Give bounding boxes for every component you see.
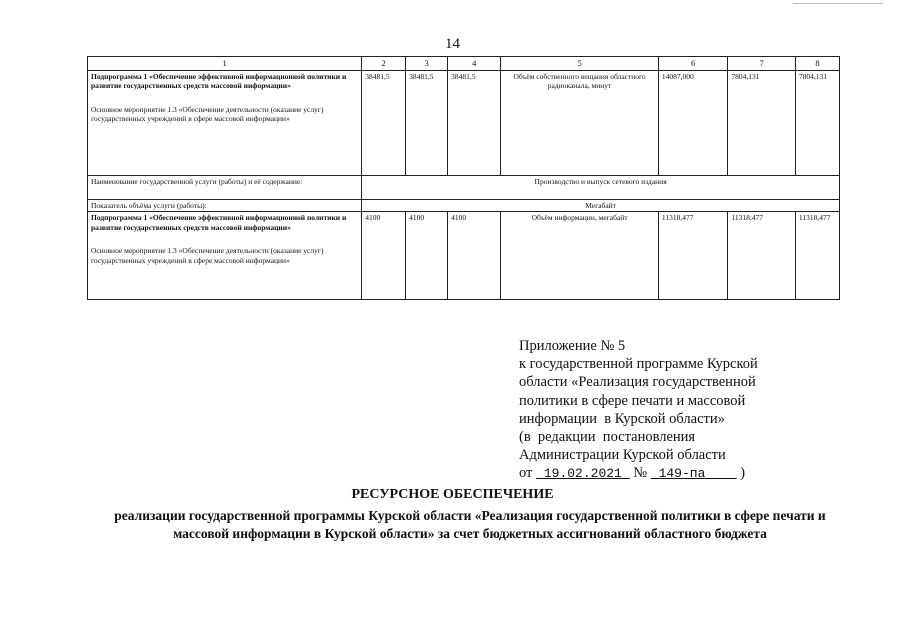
resource-table	[87, 56, 840, 300]
subtitle-line-2: массовой информации в Курской области» за счет бюджетных ассигнований областного бюджета	[173, 526, 767, 541]
appendix-text: сфере печати	[591, 392, 673, 409]
appendix-text: области «Реализация	[519, 374, 649, 391]
indicator-cell: Объём информации, мегабайт	[501, 212, 659, 300]
value-cell-col3: 38481,5	[406, 71, 448, 176]
volume-indicator-value: Мегабайт	[362, 200, 840, 212]
document-subtitle	[90, 507, 850, 543]
subprogram-title: Подпрограмма 1 «Обеспечение эффективной информационной политики и развитие государственных средств массовой информации»	[91, 72, 347, 91]
appendix-text: государственной	[652, 374, 756, 391]
value-cell-col4: 38481,5	[448, 71, 501, 176]
appendix-line-3	[519, 392, 781, 410]
header-cell: 8	[795, 57, 839, 71]
appendix-line-2	[519, 373, 809, 391]
document-title: РЕСУРСНОЕ ОБЕСПЕЧЕНИЕ	[351, 487, 554, 502]
closing-bracket: )	[740, 465, 746, 482]
value-cell-col8: 11318,477	[795, 212, 839, 300]
table-row	[88, 200, 840, 212]
program-description-cell	[88, 212, 362, 300]
value-cell-col8: 7804,131	[795, 71, 839, 176]
header-cell: 1	[88, 57, 362, 71]
date-prefix: от	[519, 465, 533, 482]
table-header-row	[88, 57, 840, 71]
appendix-title: Приложение № 5	[519, 338, 626, 354]
value-cell-col6: 11318,477	[658, 212, 728, 300]
appendix-text: в	[581, 392, 589, 409]
date-value	[536, 465, 630, 483]
appendix-text: политики	[519, 392, 578, 409]
subtitle-line-1: реализации государственной программы Курской области «Реализация государственной политики в сфере печати и	[114, 508, 826, 523]
page-number: 14	[445, 36, 460, 52]
volume-indicator-label: Показатель объёма услуги (работы):	[88, 200, 362, 212]
appendix-line-1	[519, 355, 809, 373]
value-cell-col2: 38481,5	[362, 71, 406, 176]
appendix-line-6: Администрации Курской области	[519, 447, 726, 464]
subprogram-title: Подпрограмма 1 «Обеспечение эффективной информационной политики и развитие государственных средств массовой информации»	[91, 213, 347, 232]
header-cell: 6	[658, 57, 728, 71]
header-cell: 4	[448, 57, 501, 71]
service-name-value: Производство и выпуск сетевого издания	[362, 176, 840, 200]
appendix-text: к государственной	[519, 356, 634, 373]
table-row	[88, 176, 840, 200]
resource-table-container	[87, 56, 840, 300]
value-cell-col6: 14087,000	[658, 71, 728, 176]
header-cell: 5	[501, 57, 659, 71]
appendix-text: Курской	[706, 356, 758, 373]
scan-edge-rule	[793, 3, 883, 4]
service-name-label: Наименование государственной услуги (работы) и её содержание:	[88, 176, 362, 200]
value-cell-col4: 4100	[448, 212, 501, 300]
number-prefix: №	[633, 465, 648, 482]
program-description-cell	[88, 71, 362, 176]
value-cell-col7: 11318,477	[728, 212, 796, 300]
table-row	[88, 71, 840, 176]
value-cell-col2: 4100	[362, 212, 406, 300]
appendix-line-5: (в редакции постановления	[519, 429, 696, 446]
appendix-text: программе	[636, 356, 704, 373]
appendix-text: массовой	[687, 392, 746, 409]
number-text: 149-па	[658, 466, 706, 482]
indicator-cell: Объём собственного вещания областного радиоканала, минут	[501, 71, 659, 176]
appendix-line-4: информации в Курской области»	[519, 410, 725, 427]
activity-title: Основное мероприятие 1.3 «Обеспечение деятельности (оказание услуг) государственных учреждений в сфере массовой информации»	[91, 246, 324, 265]
number-value	[651, 465, 737, 483]
value-cell-col7: 7804,131	[728, 71, 796, 176]
appendix-date-line	[519, 464, 809, 483]
appendix-text: и	[676, 392, 685, 409]
activity-title: Основное мероприятие 1.3 «Обеспечение деятельности (оказание услуг) государственных учреждений в сфере массовой информации»	[91, 104, 324, 124]
value-cell-col3: 4100	[406, 212, 448, 300]
table-row	[88, 212, 840, 300]
date-text: 19.02.2021	[543, 466, 622, 482]
header-cell: 7	[728, 57, 796, 71]
appendix-block	[519, 337, 809, 484]
header-cell: 3	[406, 57, 448, 71]
header-cell: 2	[362, 57, 406, 71]
